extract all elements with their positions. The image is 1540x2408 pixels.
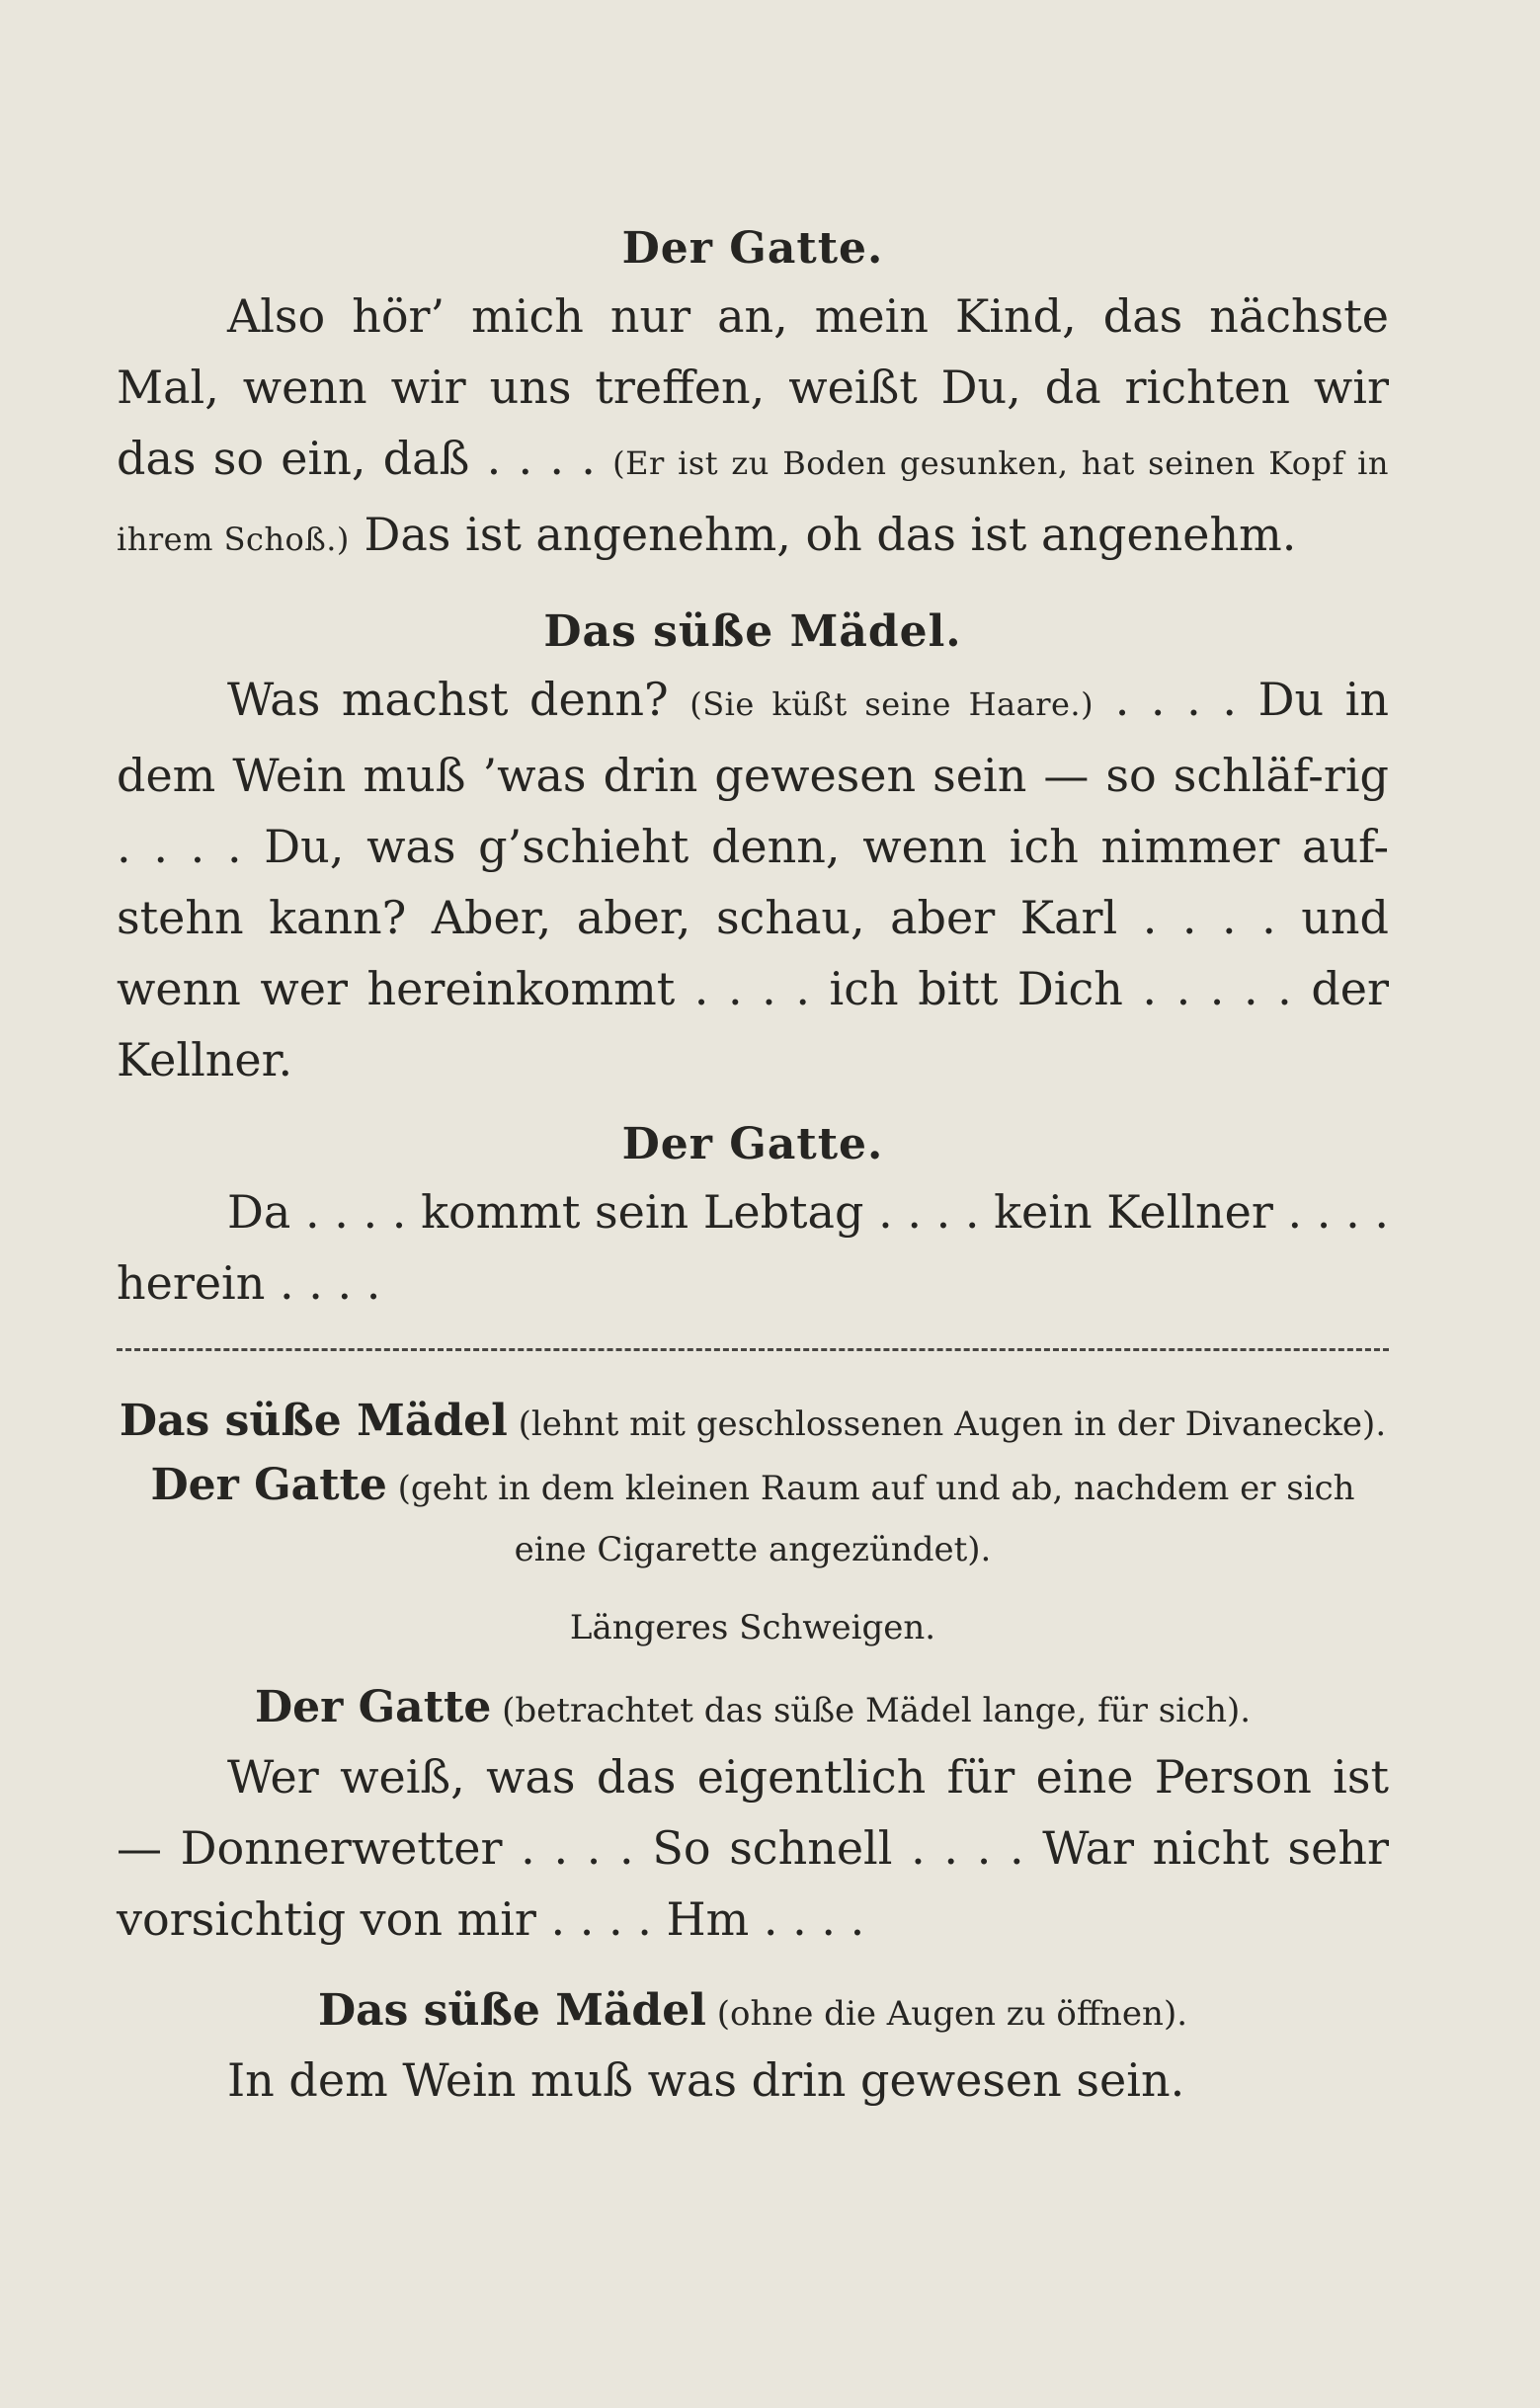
speaker-heading: Der Gatte. <box>621 223 884 274</box>
stage-direction-line <box>117 1455 1389 1580</box>
character-name: Das süße Mädel <box>317 1985 706 2036</box>
stage-direction: (ohne die Augen zu öffnen). <box>716 1994 1188 2034</box>
dialogue-paragraph <box>117 281 1389 575</box>
character-name: Der Gatte <box>254 1682 492 1732</box>
book-page <box>117 217 1389 2116</box>
dialogue-text: . . . . Du in dem Wein muß ’was drin gewesen sein — so schläf-rig . . . . Du, was g’schieht denn, wenn ich nimmer auf-stehn kann? Aber, aber, schau, aber Karl . . . . und wenn wer hereinkommt . . . . ich bitt Dich . . . . . der Kellner. <box>117 673 1390 1086</box>
stage-direction: (betrachtet das süße Mädel lange, für sich). <box>502 1691 1252 1730</box>
dialogue-text: Also hör’ mich nur an, mein Kind, das nächste Mal, wenn wir uns treffen, weißt Du, da richten wir das so ein, daß . . . . <box>117 289 1389 485</box>
dialogue-paragraph <box>117 1741 1389 1955</box>
dialogue-text: Wer weiß, was das eigentlich für eine Person ist — Donnerwetter . . . . So schnell . . . . War nicht sehr vorsichtig von mir . . . . Hm . . . . <box>117 1750 1389 1946</box>
character-name: Der Gatte <box>150 1460 387 1510</box>
dialogue-text: Das ist angenehm, oh das ist angenehm. <box>364 508 1297 561</box>
dialogue-paragraph <box>117 664 1389 1095</box>
dialogue-paragraph <box>117 1176 1389 1319</box>
dialogue-text: In dem Wein muß was drin gewesen sein. <box>227 2053 1185 2107</box>
stage-direction-line <box>117 1391 1389 1455</box>
speaker-heading: Der Gatte. <box>621 1119 884 1169</box>
dialogue-text: Was machst denn? <box>227 673 669 726</box>
stage-direction: (Sie küßt seine Haare.) <box>689 685 1094 723</box>
stage-direction: (geht in dem kleinen Raum auf und ab, nachdem er sich eine Cigarette angezündet). <box>397 1469 1355 1569</box>
stage-direction: (lehnt mit geschlossenen Augen in der Divanecke). <box>518 1405 1387 1444</box>
stage-pause: Längeres Schweigen. <box>569 1608 936 1647</box>
stage-direction-line <box>117 1677 1389 1741</box>
dialogue-paragraph <box>117 2045 1389 2116</box>
scene-break-divider <box>117 1348 1389 1351</box>
speaker-heading: Das süße Mädel. <box>543 606 962 657</box>
stage-direction-line <box>117 1980 1389 2045</box>
stage-direction: (Er ist zu Boden gesunken, hat seinen Kopf in ihrem Schoß.) <box>117 444 1390 558</box>
character-name: Das süße Mädel <box>119 1396 508 1446</box>
dialogue-text: Da . . . . kommt sein Lebtag . . . . kein Kellner . . . . herein . . . . <box>117 1185 1389 1310</box>
